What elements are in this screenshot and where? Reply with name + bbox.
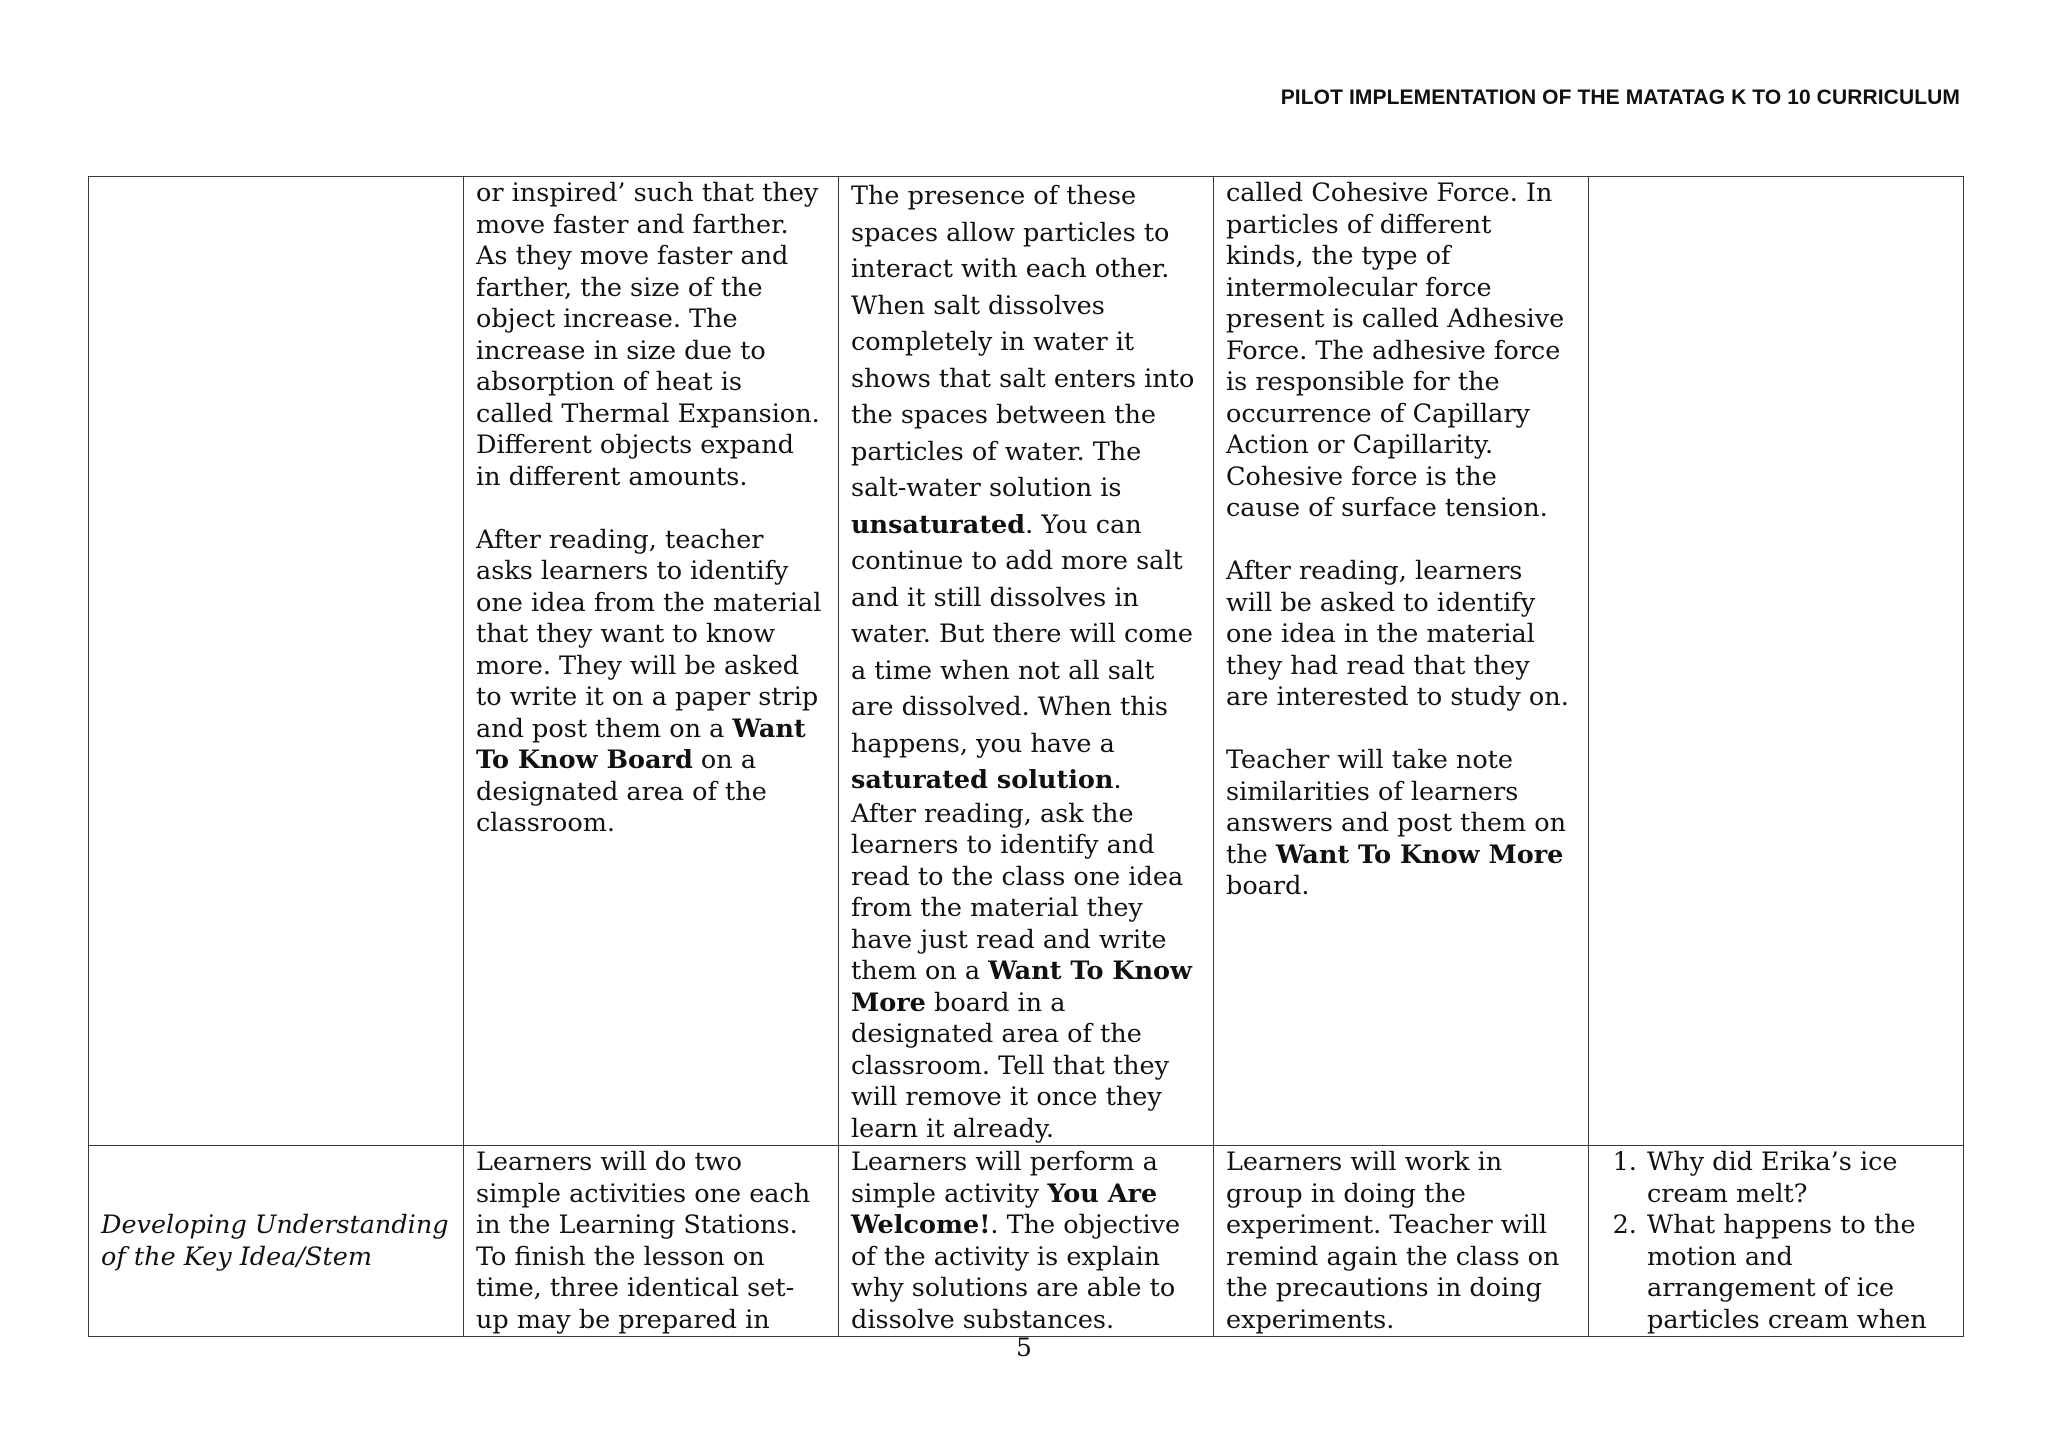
row1-label-cell — [89, 177, 464, 1146]
text-run: on a designated area of the classroom. — [476, 745, 767, 838]
row2-col4-cell — [1214, 1146, 1589, 1337]
row1-col4-cell — [1214, 177, 1589, 1146]
text-run: Teacher will take note similarities of learners answers and post them on the — [1226, 745, 1567, 870]
question-item: 2. What happens to the motion and arrangement of ice particles cream when — [1645, 1210, 1951, 1336]
text-run: The presence of these spaces allow particles to interact with each other. When salt dissolves completely in water it shows that salt enters into the spaces between the particles of water. The salt-water solution is — [851, 181, 1195, 503]
stage-label: Developing Understanding of the Key Idea/Stem — [101, 1210, 449, 1272]
unsaturated-term: unsaturated — [851, 509, 1026, 540]
row2-col5-cell — [1589, 1146, 1964, 1337]
want-to-know-more-term: Want To Know More — [1275, 839, 1564, 870]
row1-col2-paragraph-1: or inspired’ such that they move faster and farther. As they move faster and farther, the size of the object increase. The increase in size due to absorption of heat is called Thermal Expansion. Different objects expand in different amounts. — [476, 178, 820, 492]
row1-col2-cell — [464, 177, 839, 1146]
text-run: . You can continue to add more salt and it still dissolves in water. But there will come a time when not all salt are dissolved. When this happens, you have a — [851, 509, 1193, 759]
text-run: . — [1113, 765, 1122, 795]
row2-col3-paragraph — [851, 1147, 1201, 1336]
questions-list — [1601, 1147, 1951, 1336]
row2-col2-cell — [464, 1146, 839, 1337]
page-header-title: PILOT IMPLEMENTATION OF THE MATATAG K TO 10 CURRICULUM — [1280, 86, 1960, 109]
row2-col3-cell — [839, 1146, 1214, 1337]
you-are-welcome-term: You Are Welcome! — [851, 1178, 1158, 1240]
row2-label-cell — [89, 1146, 464, 1337]
question-item: 1. Why did Erika’s ice cream melt? — [1645, 1147, 1951, 1210]
lesson-plan-table — [88, 176, 1964, 1337]
text-run: After reading, teacher asks learners to identify one idea from the material that they want to know more. They will be asked to write it on a paper strip and post them on a — [476, 524, 822, 744]
row1-col5-cell — [1589, 177, 1964, 1146]
text-run: Learners will perform a simple activity — [851, 1147, 1158, 1209]
text-run: board. — [1226, 871, 1310, 901]
row1-col3-paragraph-2 — [851, 799, 1201, 1146]
row1-col4-paragraph-2: After reading, learners will be asked to identify one idea in the material they had read that they are interested to study on. — [1226, 556, 1569, 712]
row1-col3-paragraph-1 — [851, 178, 1201, 799]
row1-col3-cell — [839, 177, 1214, 1146]
table-row — [89, 1146, 1964, 1337]
row2-col2-paragraph: Learners will do two simple activities one each in the Learning Stations. To finish the lesson on time, three identical set-up may be prepared in — [476, 1147, 811, 1335]
want-to-know-board-term: Want To Know Board — [476, 713, 806, 775]
page-number: 5 — [1016, 1333, 1032, 1362]
text-run: . The objective of the activity is explain why solutions are able to dissolve substances. — [851, 1210, 1181, 1335]
row1-col4-paragraph-3 — [1226, 745, 1576, 903]
row1-col2-paragraph-2 — [476, 525, 826, 840]
row2-col4-paragraph: Learners will work in group in doing the experiment. Teacher will remind again the class on the precautions in doing experiments. — [1226, 1147, 1560, 1335]
saturated-solution-term: saturated solution — [851, 765, 1114, 795]
text-run: After reading, ask the learners to identify and read to the class one idea from the material they have just read and write them on a — [851, 798, 1184, 986]
row1-col4-paragraph-1: called Cohesive Force. In particles of different kinds, the type of intermolecular force present is called Adhesive Force. The adhesive force is responsible for the occurrence of Capillary Action or Capillarity. Cohesive force is the cause of surface tension. — [1226, 178, 1565, 523]
table-row — [89, 177, 1964, 1146]
text-run: board in a designated area of the classroom. Tell that they will remove it once they learn it already. — [851, 987, 1170, 1144]
want-to-know-more-term: Want To Know More — [851, 956, 1192, 1018]
